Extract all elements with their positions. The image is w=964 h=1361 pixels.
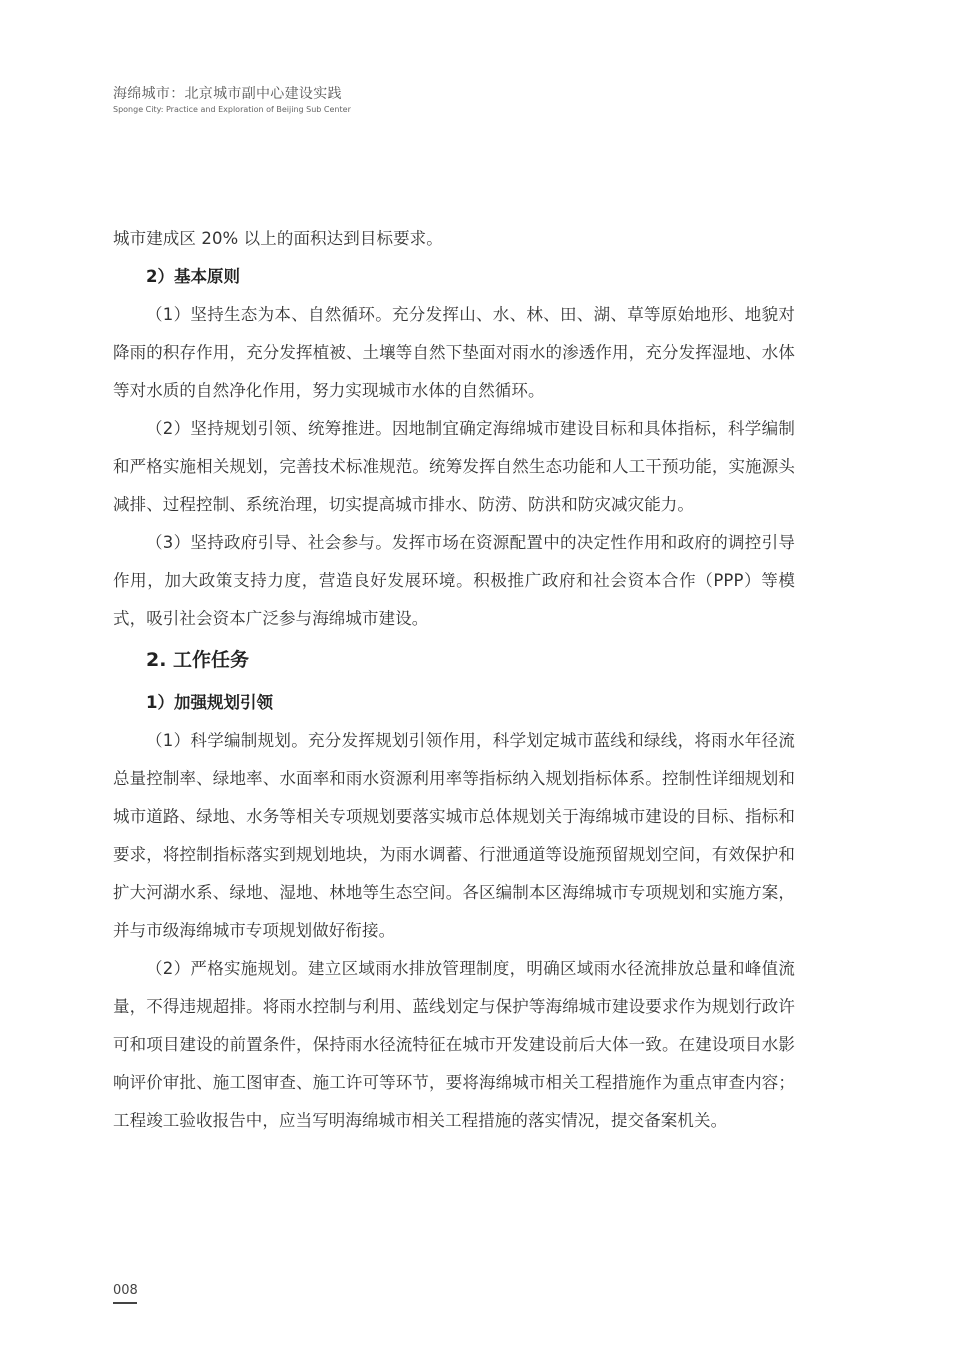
subsection-heading-planning: 1）加强规划引领 [146, 693, 273, 712]
paragraph-principle-3: （3）坚持政府引导、社会参与。发挥市场在资源配置中的决定性作用和政府的调控引导作用，加大政策支持力度，营造良好发展环境。积极推广政府和社会资本合作（PPP）等模式，吸引社会资本广泛参与海绵城市建设。 [113, 533, 795, 628]
paragraph-principle-1: （1）坚持生态为本、自然循环。充分发挥山、水、林、田、湖、草等原始地形、地貌对降雨的积存作用，充分发挥植被、土壤等自然下垫面对雨水的渗透作用，充分发挥湿地、水体等对水质的自然净化作用，努力实现城市水体的自然循环。 [113, 305, 795, 400]
section-heading-basic-principles: 2）基本原则 [146, 267, 240, 286]
book-subtitle: Sponge City: Practice and Exploration of Beijing Sub Center [113, 105, 351, 114]
paragraph-continuation: 城市建成区 20% 以上的面积达到目标要求。 [113, 229, 443, 248]
section-heading-work-tasks: 2. 工作任务 [146, 649, 250, 671]
paragraph-principle-2: （2）坚持规划引领、统筹推进。因地制宜确定海绵城市建设目标和具体指标，科学编制和严格实施相关规划，完善技术标准规范。统筹发挥自然生态功能和人工干预功能，实施源头减排、过程控制、系统治理，切实提高城市排水、防涝、防洪和防灾减灾能力。 [113, 419, 795, 514]
paragraph-planning-1: （1）科学编制规划。充分发挥规划引领作用，科学划定城市蓝线和绿线，将雨水年径流总量控制率、绿地率、水面率和雨水资源利用率等指标纳入规划指标体系。控制性详细规划和城市道路、绿地、水务等相关专项规划要落实城市总体规划关于海绵城市建设的目标、指标和要求，将控制指标落实到规划地块，为雨水调蓄、行泄通道等设施预留规划空间，有效保护和扩大河湖水系、绿地、湿地、林地等生态空间。各区编制本区海绵城市专项规划和实施方案，并与市级海绵城市专项规划做好衔接。 [113, 731, 795, 940]
running-header [113, 85, 351, 116]
page-body [113, 220, 795, 1140]
page-number: 008 [113, 1283, 138, 1298]
page-footer [113, 1279, 138, 1304]
book-title: 海绵城市：北京城市副中心建设实践 [113, 86, 342, 102]
paragraph-planning-2: （2）严格实施规划。建立区域雨水排放管理制度，明确区域雨水径流排放总量和峰值流量，不得违规超排。将雨水控制与利用、蓝线划定与保护等海绵城市建设要求作为规划行政许可和项目建设的前置条件，保持雨水径流特征在城市开发建设前后大体一致。在建设项目水影响评价审批、施工图审查、施工许可等环节，要将海绵城市相关工程措施作为重点审查内容；工程竣工验收报告中，应当写明海绵城市相关工程措施的落实情况，提交备案机关。 [113, 959, 795, 1130]
page-number-underline [113, 1302, 137, 1304]
